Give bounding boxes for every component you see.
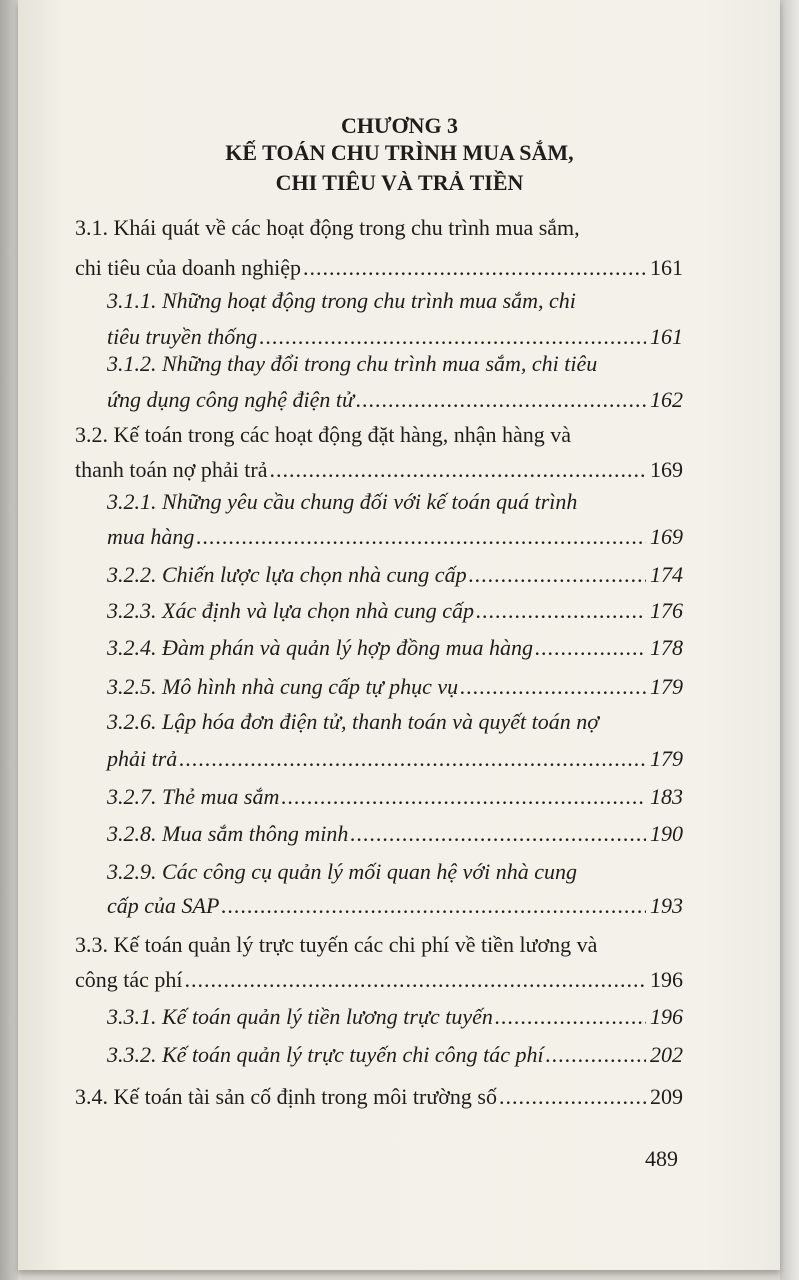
- dot-leader: [179, 745, 646, 773]
- toc-entry-text: 3.2. Kế toán trong các hoạt động đặt hàng, nhận hàng và: [75, 422, 572, 447]
- toc-entry-text: 3.2.5. Mô hình nhà cung cấp tự phục vụ: [107, 674, 459, 699]
- toc-page-number: 196: [650, 967, 683, 992]
- dot-leader: [476, 597, 646, 625]
- toc-entry-text: phải trả: [107, 746, 178, 771]
- toc-entry-line: [75, 254, 683, 282]
- toc-page-number: 179: [650, 746, 683, 771]
- toc-entry-line: [107, 287, 576, 315]
- toc-entry-line: [107, 1003, 683, 1031]
- dot-leader: [196, 523, 646, 551]
- toc-page-number: 196: [650, 1004, 683, 1029]
- chapter-title-line1: KẾ TOÁN CHU TRÌNH MUA SẮM,: [225, 140, 574, 165]
- toc-page-number: 174: [650, 562, 683, 587]
- dot-leader: [185, 966, 646, 994]
- toc-entry-text: 3.3.1. Kế toán quản lý tiền lương trực tuyến: [107, 1004, 493, 1029]
- toc-entry-text: cấp của SAP: [107, 893, 220, 918]
- toc-entry-line: [107, 634, 683, 662]
- toc-entry-text: 3.1. Khái quát về các hoạt động trong chu trình mua sắm,: [75, 215, 580, 240]
- toc-entry-line: [75, 1083, 683, 1111]
- dot-leader: [350, 820, 646, 848]
- dot-leader: [269, 456, 646, 484]
- toc-entry-text: chi tiêu của doanh nghiệp: [75, 255, 302, 280]
- toc-page-number: 190: [650, 821, 683, 846]
- toc-entry-line: [107, 488, 577, 516]
- toc-entry-line: [107, 745, 683, 773]
- dot-leader: [281, 783, 646, 811]
- dot-leader: [546, 1041, 646, 1069]
- toc-page-number: 183: [650, 784, 683, 809]
- toc-entry-text: 3.2.4. Đàm phán và quản lý hợp đồng mua hàng: [107, 635, 534, 660]
- toc-entry-text: 3.2.3. Xác định và lựa chọn nhà cung cấp: [107, 598, 474, 623]
- toc-entry-text: thanh toán nợ phải trả: [75, 457, 268, 482]
- toc-entry-text: 3.3.2. Kế toán quản lý trực tuyến chi công tác phí: [107, 1042, 544, 1067]
- chapter-number: CHƯƠNG 3: [340, 113, 459, 138]
- toc-entry-line: [75, 214, 580, 242]
- dot-leader: [469, 561, 646, 589]
- toc-entry-line: [75, 421, 571, 449]
- toc-entry-line: [107, 858, 577, 886]
- dot-leader: [303, 254, 646, 282]
- toc-entry-line: [107, 783, 683, 811]
- toc-entry-text: 3.4. Kế toán tài sản cố định trong môi trường số: [75, 1084, 497, 1109]
- toc-entry-text: công tác phí: [75, 967, 183, 992]
- toc-entry-line: [75, 931, 597, 959]
- toc-entry-text: 3.2.2. Chiến lược lựa chọn nhà cung cấp: [107, 562, 467, 587]
- toc-entry-text: mua hàng: [107, 524, 195, 549]
- toc-page-number: 169: [650, 457, 683, 482]
- page-number: 489: [645, 1146, 678, 1171]
- toc-entry-line: [107, 597, 683, 625]
- toc-entry-text: 3.1.1. Những hoạt động trong chu trình mua sắm, chi: [107, 288, 576, 313]
- dot-leader: [356, 386, 646, 414]
- toc-entry-text: 3.2.6. Lập hóa đơn điện tử, thanh toán và quyết toán nợ: [107, 709, 599, 734]
- toc-entry-line: [75, 456, 683, 484]
- dot-leader: [221, 892, 646, 920]
- toc-entry-line: [107, 820, 683, 848]
- toc-entry-line: [107, 561, 683, 589]
- dot-leader: [499, 1083, 646, 1111]
- toc-entry-line: [107, 323, 683, 351]
- toc-entry-text: 3.2.9. Các công cụ quản lý mối quan hệ với nhà cung: [107, 859, 577, 884]
- dot-leader: [259, 323, 646, 351]
- toc-entry-line: [107, 1041, 683, 1069]
- toc-page-number: 169: [650, 524, 683, 549]
- toc-entry-line: [107, 523, 683, 551]
- toc-entry-text: 3.3. Kế toán quản lý trực tuyến các chi phí về tiền lương và: [75, 932, 598, 957]
- toc-entry-text: tiêu truyền thống: [107, 324, 258, 349]
- chapter-title-line2: CHI TIÊU VÀ TRẢ TIỀN: [275, 170, 524, 195]
- toc-page-number: 161: [650, 255, 683, 280]
- toc-entry-text: 3.2.7. Thẻ mua sắm: [107, 784, 280, 809]
- toc-entry-text: ứng dụng công nghệ điện tử: [107, 387, 355, 412]
- toc-entry-line: [107, 673, 683, 701]
- toc-page-number: 176: [650, 598, 683, 623]
- toc-page-number: 193: [650, 893, 683, 918]
- toc-page-number: 202: [650, 1042, 683, 1067]
- toc-page-number: 178: [650, 635, 683, 660]
- toc-page-number: 161: [650, 324, 683, 349]
- toc-page-number: 209: [650, 1084, 683, 1109]
- toc-entry-text: 3.2.1. Những yêu cầu chung đối với kế toán quá trình: [107, 489, 578, 514]
- toc-entry-line: [107, 350, 597, 378]
- toc-page-number: 162: [650, 387, 683, 412]
- dot-leader: [460, 673, 646, 701]
- toc-page-number: 179: [650, 674, 683, 699]
- toc-entry-line: [107, 892, 683, 920]
- dot-leader: [495, 1003, 646, 1031]
- toc-entry-text: 3.1.2. Những thay đổi trong chu trình mua sắm, chi tiêu: [107, 351, 598, 376]
- toc-entry-line: [75, 966, 683, 994]
- toc-entry-line: [107, 708, 599, 736]
- toc-entry-text: 3.2.8. Mua sắm thông minh: [107, 821, 349, 846]
- dot-leader: [535, 634, 646, 662]
- toc-entry-line: [107, 386, 683, 414]
